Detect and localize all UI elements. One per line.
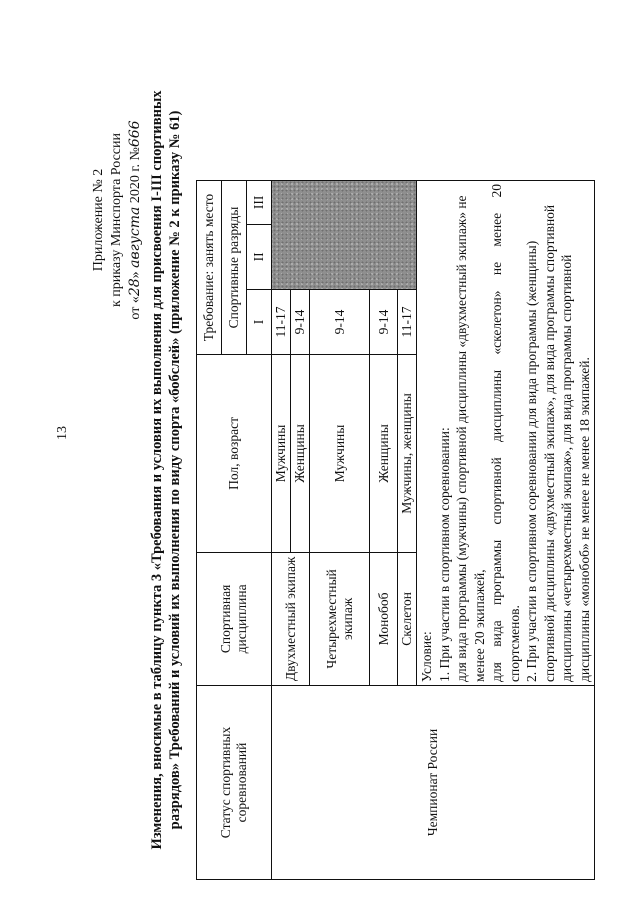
condition-item-1a: для вида программы (мужчины) спортивной дисциплины «двухместный экипаж» не менее 20 экипажей, [454, 195, 487, 682]
approval-date [126, 60, 145, 380]
discipline-cell: Скелетон [398, 552, 417, 685]
header-gender-age: Пол, возраст [197, 355, 272, 553]
page-number: 13 [55, 426, 70, 440]
header-rank-1: I [247, 289, 272, 354]
condition-item-1b: для вида программы спортивной дисциплины «скелетон» не менее 20 [489, 184, 504, 682]
condition-item-2: 2. При участии в спортивном соревновании для вида программы (женщины) спортивной дисциплины «двухместный экипаж», для вида программы спортивной дисциплины «четырехместный экипаж», для вида программы спортивной дисциплины «монобоб» не менее не менее 18 экипажей. [524, 204, 592, 682]
requirements-table [196, 180, 595, 880]
gender-cell: Женщины [291, 355, 310, 553]
heading-line-2: разрядов» Требований и условий их выполнения по виду спорта «бобслей» (приложение № 2 к приказу № 61) [167, 110, 183, 830]
header-rank-3: III [247, 181, 272, 225]
header-ranks: Спортивные разряды [222, 181, 247, 355]
date-mid: » [128, 271, 143, 279]
condition-item-1: 1. При участии в спортивном соревновании: [436, 427, 452, 682]
shaded-cell [272, 181, 417, 290]
date-prefix: от « [128, 296, 143, 320]
condition-title: Условие: [419, 631, 434, 682]
place-cell: 9-14 [370, 289, 398, 354]
discipline-cell: Двухместный экипаж [272, 552, 310, 685]
place-cell: 9-14 [291, 289, 310, 354]
date-day: 28 [127, 278, 143, 297]
date-month: августа [127, 206, 143, 268]
status-cell: Чемпионат России [272, 685, 595, 879]
document-heading [148, 60, 184, 880]
discipline-cell: Монобоб [370, 552, 398, 685]
place-cell: 11-17 [398, 289, 417, 354]
header-requirement: Требование: занять место [197, 181, 222, 355]
approval-title: Приложение № 2 [91, 168, 106, 272]
approval-block [90, 60, 145, 380]
approval-order-ref: к приказу Минспорта России [109, 133, 124, 307]
gender-cell: Мужчины, женщины [398, 355, 417, 553]
condition-item-1b-end: спортсменов. [506, 605, 522, 682]
place-cell: 11-17 [272, 289, 291, 354]
gender-cell: Мужчины [272, 355, 291, 553]
heading-line-1: Изменения, вносимые в таблицу пункта 3 «Требования и условия их выполнения для присвоения I-III спортивных [149, 90, 165, 850]
order-number: 666 [127, 120, 143, 148]
header-discipline: Спортивная дисциплина [197, 552, 272, 685]
gender-cell: Женщины [370, 355, 398, 553]
place-cell: 9-14 [310, 289, 370, 354]
condition-cell [417, 181, 595, 686]
date-year: 2020 г. № [128, 147, 143, 204]
gender-cell: Мужчины [310, 355, 370, 553]
header-status: Статус спортивных соревнований [197, 685, 272, 879]
discipline-cell: Четырехместный экипаж [310, 552, 370, 685]
header-rank-2: II [247, 224, 272, 289]
